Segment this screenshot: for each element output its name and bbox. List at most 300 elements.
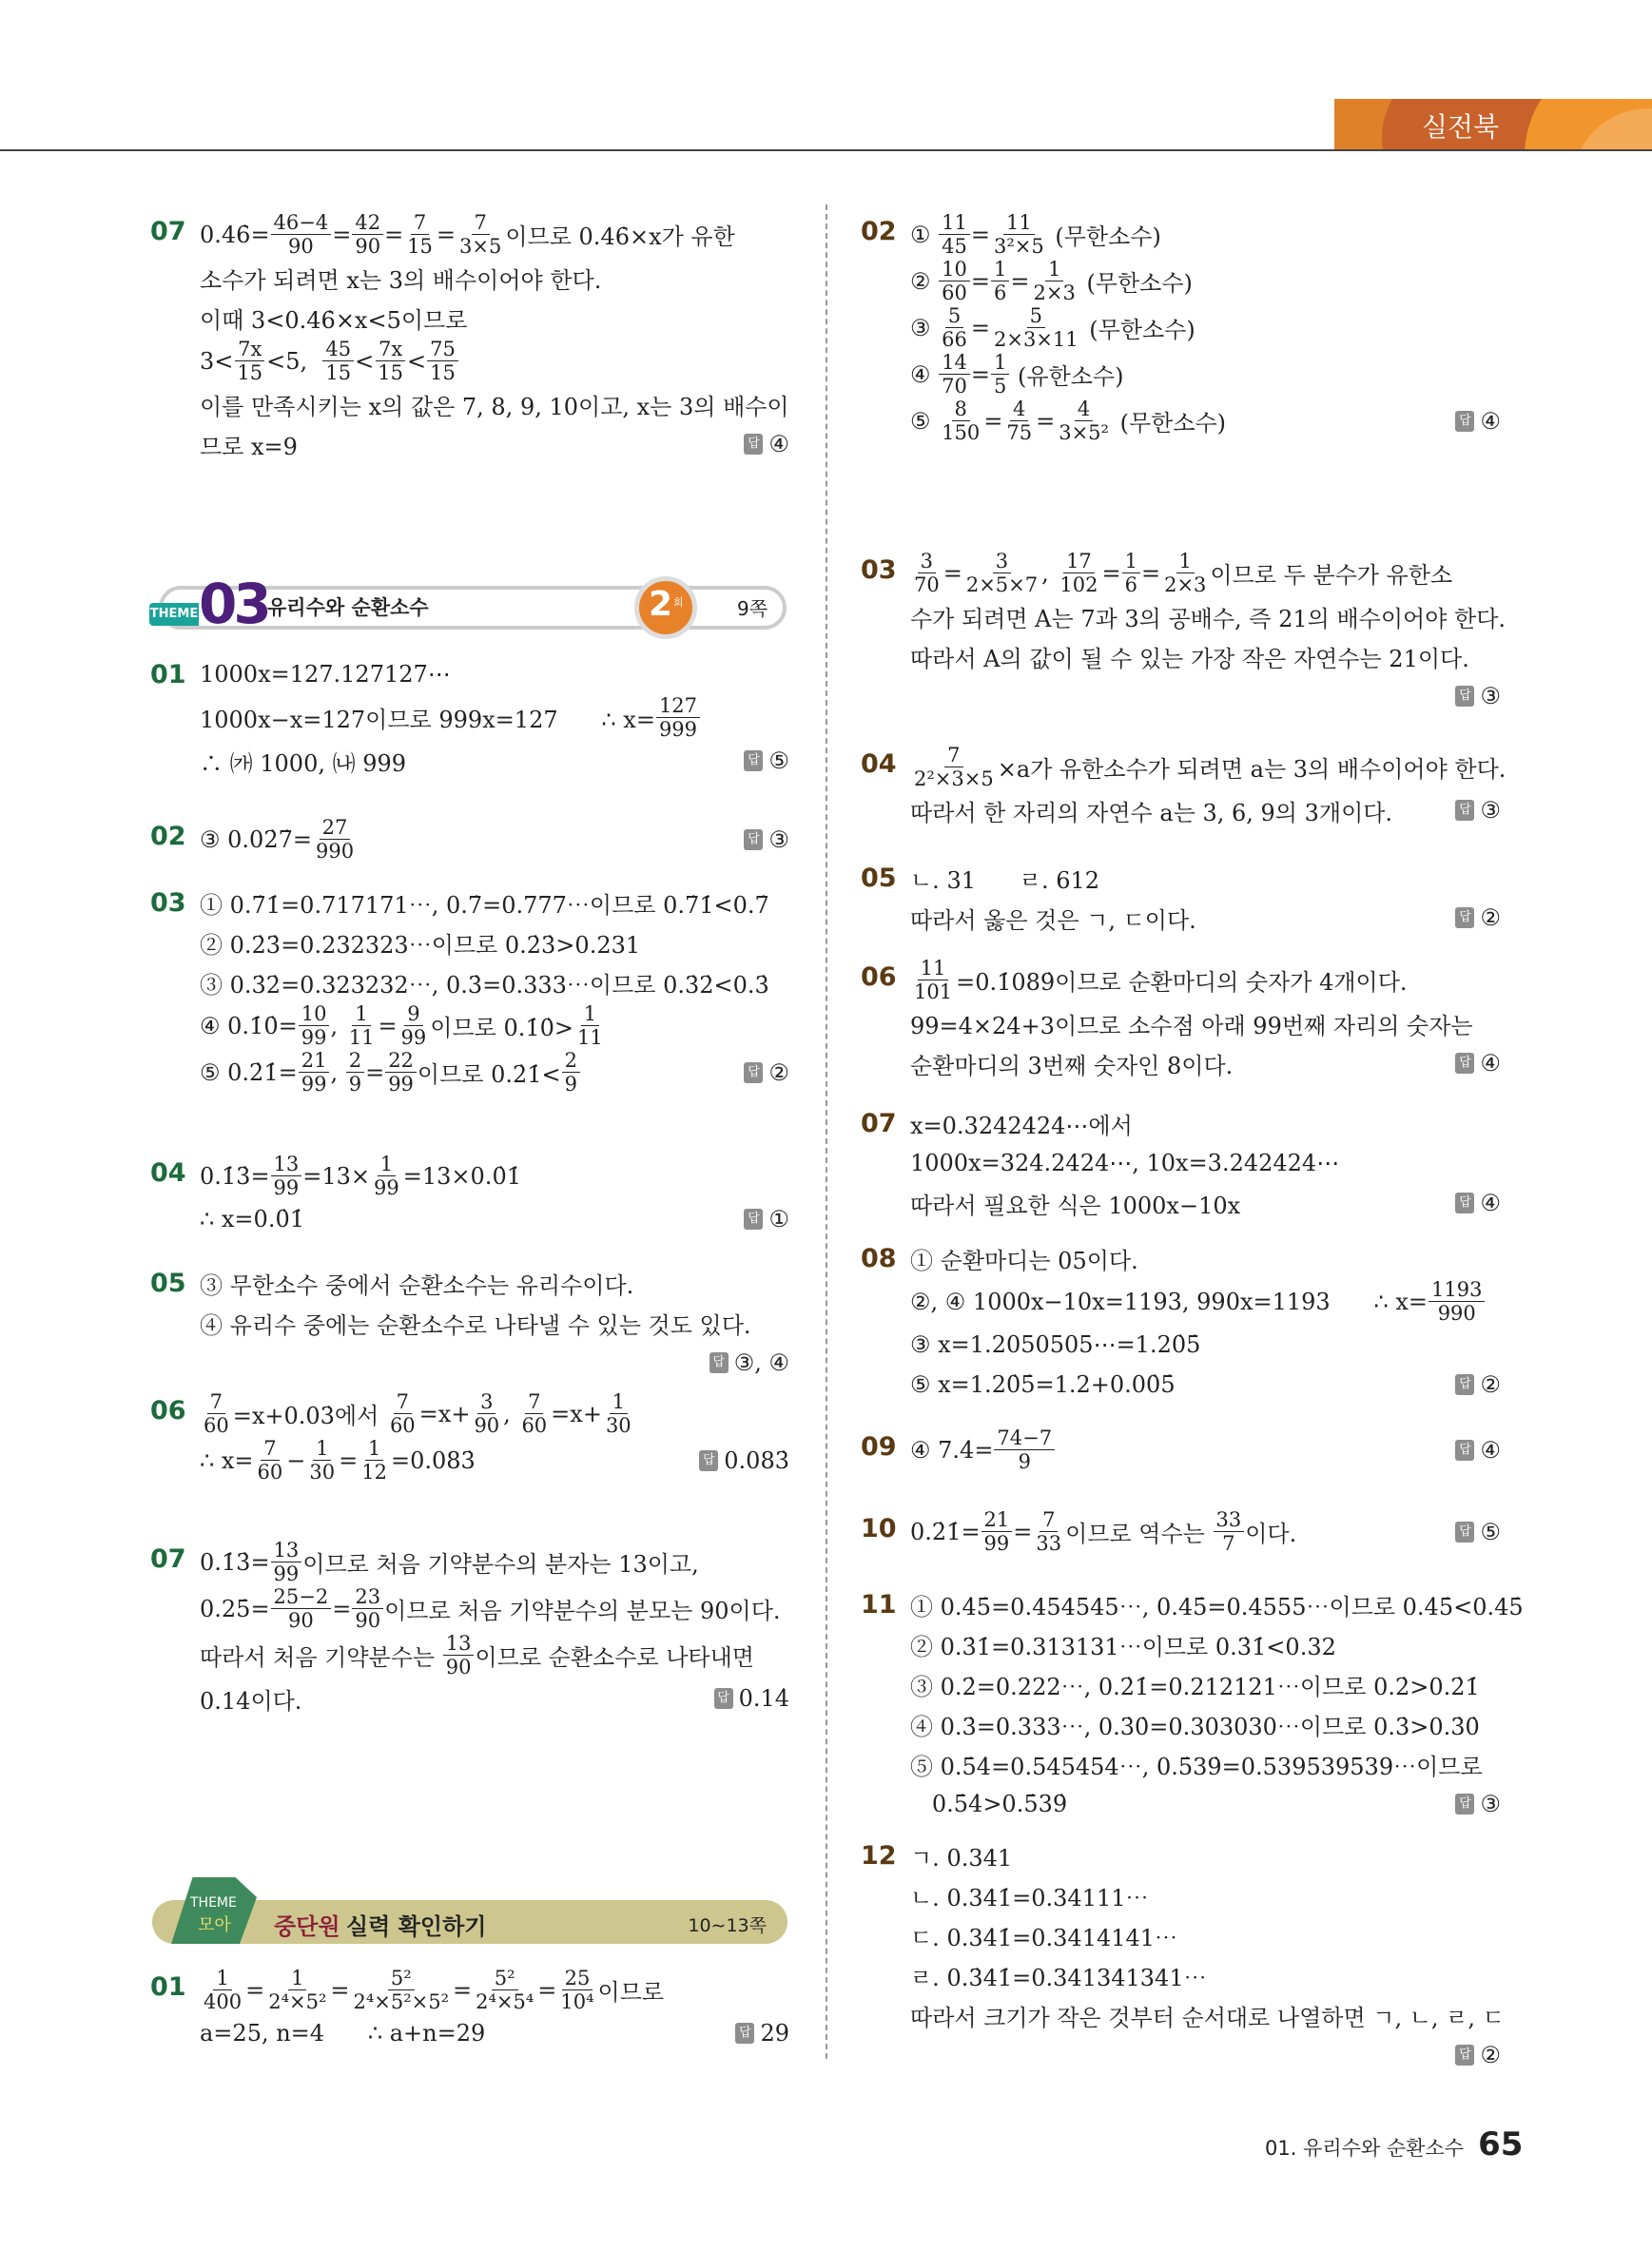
math-text: ⑤ 0.5̇4̇=0.545454⋯, 0.5̇39̇=0.539539539⋯이므로 bbox=[910, 1753, 1483, 1780]
answer-value: ④ bbox=[768, 431, 789, 457]
problem-number: 07 bbox=[150, 1544, 186, 1574]
math-text: ㄴ. 31 ㄹ. 612 bbox=[910, 866, 1100, 894]
solution-line bbox=[910, 858, 1501, 898]
math-text: = bbox=[1013, 1518, 1033, 1545]
fraction bbox=[271, 1153, 302, 1199]
fraction bbox=[557, 1967, 596, 2013]
fraction bbox=[398, 1002, 430, 1049]
denominator: 60 bbox=[942, 281, 967, 304]
numerator: 7 bbox=[1040, 1508, 1058, 1532]
solution-line bbox=[910, 1043, 1501, 1083]
denominator: 60 bbox=[521, 1414, 548, 1437]
math-text: 0.25̇= bbox=[200, 1595, 270, 1622]
solution-line bbox=[200, 1679, 789, 1718]
answer-value: ⑤ bbox=[768, 747, 789, 774]
denominator: 90 bbox=[288, 1609, 314, 1632]
numerator: 11 bbox=[918, 957, 949, 980]
math-text: = bbox=[970, 360, 990, 388]
math-text: 순환마디의 3번째 숫자인 8이다. bbox=[910, 1052, 1234, 1079]
solution bbox=[910, 1426, 1501, 1473]
denominator: 9 bbox=[1018, 1450, 1031, 1473]
numerator: 10 bbox=[939, 258, 970, 281]
math-text: = bbox=[970, 314, 990, 341]
numerator: 1 bbox=[1122, 550, 1140, 573]
problem bbox=[861, 957, 1501, 1083]
header-rule bbox=[0, 149, 1652, 151]
solution-line bbox=[910, 1995, 1505, 2035]
math-text: ① 0.4̇5̇=0.454545⋯, 0.45̇=0.4555⋯이므로 0.4̇5̇<0.45̇ bbox=[910, 1593, 1524, 1620]
denominator: 60 bbox=[204, 1414, 229, 1437]
denominator: 15 bbox=[378, 361, 403, 384]
math-text: 따라서 필요한 식은 1000x−10x bbox=[910, 1192, 1241, 1219]
answer-value: ② bbox=[1480, 2042, 1501, 2068]
answer bbox=[1455, 1791, 1501, 1817]
answer-value: ④ bbox=[1480, 1050, 1501, 1077]
solution bbox=[200, 1539, 789, 1718]
problem bbox=[861, 1426, 1501, 1473]
fraction bbox=[385, 1049, 417, 1096]
numerator: 13 bbox=[271, 1153, 302, 1176]
numerator: 7x bbox=[376, 338, 405, 361]
problem-number: 04 bbox=[861, 749, 897, 779]
denominator: 3²×5 bbox=[994, 235, 1044, 258]
fraction bbox=[963, 550, 1040, 596]
problem-number: 09 bbox=[861, 1432, 897, 1462]
math-text: <5, bbox=[266, 347, 322, 375]
fraction bbox=[313, 816, 357, 863]
answer bbox=[1455, 1371, 1501, 1398]
problem-number: 04 bbox=[150, 1158, 186, 1188]
solution-line bbox=[910, 790, 1501, 830]
solution-line bbox=[910, 258, 1501, 304]
problem-number: 06 bbox=[150, 1396, 186, 1426]
solution-line bbox=[200, 211, 789, 258]
solution-line bbox=[200, 962, 789, 1002]
denominator: 2²×3×5 bbox=[914, 767, 994, 790]
theme-label: THEME bbox=[149, 603, 199, 626]
math-text: = bbox=[983, 407, 1003, 435]
math-text: =x+0.03̇에서 bbox=[232, 1403, 386, 1429]
fraction bbox=[473, 1967, 536, 2013]
math-text: ③ x=1.2050505⋯=1.20̇5̇ bbox=[910, 1331, 1201, 1358]
numerator: 7 bbox=[394, 1390, 412, 1414]
solution-line bbox=[910, 1325, 1501, 1365]
problem bbox=[861, 1508, 1501, 1555]
problem bbox=[861, 744, 1506, 830]
numerator: 1 bbox=[1176, 550, 1195, 573]
page-footer bbox=[1265, 2125, 1523, 2164]
denominator: 2×3×11 bbox=[994, 328, 1079, 351]
numerator: 5² bbox=[388, 1967, 415, 1990]
math-text: 0.2̇1̇= bbox=[910, 1518, 981, 1545]
answer-icon: 답 bbox=[709, 1352, 729, 1373]
math-text: 소수가 되려면 x는 3의 배수이어야 한다. bbox=[200, 266, 602, 294]
denominator: 2×3 bbox=[1164, 573, 1207, 596]
problem bbox=[861, 1835, 1505, 2075]
solution-line bbox=[910, 1508, 1501, 1555]
math-text: 0.46̇= bbox=[200, 221, 270, 248]
page-reference: 9쪽 bbox=[737, 597, 768, 620]
fraction bbox=[265, 1967, 329, 2013]
solution-line bbox=[200, 883, 789, 922]
answer-value: ② bbox=[1480, 904, 1501, 931]
denominator: 70 bbox=[942, 375, 967, 398]
round-badge bbox=[634, 576, 697, 639]
solution-line bbox=[200, 654, 789, 694]
problem-number: 07 bbox=[150, 217, 186, 246]
denominator: 99 bbox=[273, 1176, 300, 1199]
math-text: = bbox=[436, 221, 457, 248]
math-text: ④ 7.4̇= bbox=[910, 1436, 994, 1464]
answer-icon: 답 bbox=[699, 1450, 718, 1471]
numerator: 7 bbox=[472, 211, 490, 235]
numerator: 1 bbox=[365, 1437, 383, 1461]
math-text: ② 0.3̇1̇=0.313131⋯이므로 0.3̇1̇<0.32 bbox=[910, 1633, 1336, 1660]
solution-line bbox=[200, 298, 789, 338]
answer bbox=[699, 1447, 789, 1474]
math-text: =13× bbox=[302, 1162, 371, 1190]
numerator: 74−7 bbox=[994, 1426, 1055, 1450]
problem-number: 05 bbox=[861, 864, 897, 893]
answer-value: 0.14̇ bbox=[738, 1685, 789, 1712]
math-text: ×a가 유한소수가 되려면 a는 3의 배수이어야 한다. bbox=[997, 756, 1506, 783]
solution-line bbox=[200, 816, 789, 863]
solution-line bbox=[910, 1744, 1501, 1784]
solution bbox=[910, 1584, 1524, 1824]
problem-number: 07 bbox=[861, 1109, 897, 1138]
denominator: 5 bbox=[994, 375, 1007, 398]
solution-line bbox=[910, 1238, 1501, 1278]
problem bbox=[150, 883, 789, 1096]
answer-icon: 답 bbox=[744, 750, 763, 771]
solution bbox=[910, 1103, 1501, 1223]
denominator: 2×3 bbox=[1033, 281, 1076, 304]
math-text: 3< bbox=[200, 347, 234, 375]
denominator: 15 bbox=[237, 361, 263, 384]
solution-line bbox=[200, 1002, 789, 1049]
math-text: 따라서 처음 기약분수는 bbox=[200, 1644, 442, 1671]
numerator: 1 bbox=[1045, 258, 1063, 281]
solution-line bbox=[910, 957, 1501, 1003]
math-text: < bbox=[406, 347, 427, 375]
numerator: 25−2 bbox=[271, 1585, 332, 1609]
denominator: 75 bbox=[1006, 421, 1033, 444]
math-text: < bbox=[355, 347, 375, 375]
math-text: (무한소수) bbox=[1047, 223, 1161, 250]
math-text: 따라서 한 자리의 자연수 a는 3, 6, 9의 3개이다. bbox=[910, 799, 1393, 826]
numerator: 1 bbox=[213, 1967, 231, 1990]
denominator: 6 bbox=[994, 281, 1007, 304]
math-text: − bbox=[286, 1446, 306, 1474]
math-text: 므로 x=9 bbox=[200, 433, 298, 460]
fraction bbox=[911, 957, 955, 1003]
numerator: 5² bbox=[492, 1967, 518, 1990]
fraction bbox=[994, 1426, 1055, 1473]
theme-03-banner bbox=[149, 572, 787, 636]
math-text: ④ bbox=[910, 360, 939, 388]
numerator: 5 bbox=[1027, 304, 1045, 328]
numerator: 3 bbox=[918, 550, 936, 573]
fraction bbox=[443, 1632, 475, 1679]
solution bbox=[910, 211, 1501, 444]
math-text: = bbox=[365, 1058, 385, 1086]
fraction bbox=[322, 338, 354, 384]
fraction bbox=[991, 351, 1009, 398]
math-text: 이때 3<0.46̇×x<5이므로 bbox=[200, 306, 468, 334]
answer bbox=[744, 431, 789, 457]
math-text: = bbox=[339, 1446, 359, 1474]
math-text: =x+ bbox=[418, 1400, 471, 1427]
solution-line bbox=[910, 898, 1501, 938]
denominator: 101 bbox=[914, 980, 953, 1003]
numerator: 11 bbox=[1003, 211, 1035, 235]
fraction bbox=[471, 1390, 502, 1437]
solution bbox=[910, 1835, 1505, 2075]
math-text: = bbox=[1036, 407, 1056, 435]
numerator: 33 bbox=[1214, 1508, 1245, 1532]
problem-number: 11 bbox=[861, 1590, 897, 1620]
math-text: 따라서 크기가 작은 것부터 순서대로 나열하면 ㄱ, ㄴ, ㄹ, ㄷ bbox=[910, 2004, 1505, 2031]
math-text: ㄴ. 0.341̇=0.34111⋯ bbox=[910, 1884, 1149, 1911]
fraction bbox=[234, 338, 265, 384]
numerator: 10 bbox=[299, 1002, 330, 1026]
denominator: 99 bbox=[301, 1026, 327, 1049]
numerator: 1 bbox=[378, 1153, 396, 1176]
math-text: (무한소수) bbox=[1112, 410, 1227, 437]
solution bbox=[910, 1238, 1501, 1405]
answer-value: ⑤ bbox=[1480, 1518, 1501, 1545]
numerator: 127 bbox=[656, 694, 700, 718]
solution-line bbox=[910, 1278, 1501, 1325]
math-text: = bbox=[1101, 559, 1121, 587]
denominator: 90 bbox=[445, 1656, 472, 1679]
fraction bbox=[201, 1390, 232, 1437]
fraction bbox=[299, 1002, 330, 1049]
answer-icon: 답 bbox=[1455, 1440, 1474, 1461]
numerator: 27 bbox=[320, 816, 351, 840]
math-text: =x+ bbox=[551, 1400, 602, 1427]
problem-number: 03 bbox=[861, 555, 897, 585]
denominator: 3×5² bbox=[1059, 421, 1109, 444]
solution-line bbox=[910, 351, 1501, 398]
solution-line bbox=[910, 1103, 1501, 1143]
math-text: 0.5̇4̇>0.5̇39̇ bbox=[910, 1791, 1068, 1817]
answer bbox=[714, 1685, 789, 1712]
answer bbox=[744, 747, 789, 774]
solution-line bbox=[200, 2013, 789, 2053]
math-text: (유한소수) bbox=[1010, 363, 1124, 390]
solution-line bbox=[200, 1390, 789, 1437]
fraction bbox=[352, 1585, 383, 1632]
numerator: 1 bbox=[581, 1002, 599, 1026]
problem bbox=[861, 550, 1506, 716]
answer-icon: 답 bbox=[1455, 800, 1474, 821]
solution-line bbox=[200, 1539, 789, 1585]
solution-line bbox=[200, 694, 789, 741]
math-text: , bbox=[503, 1400, 518, 1427]
answer-value: ④ bbox=[1480, 1190, 1501, 1216]
solution-line bbox=[200, 1632, 789, 1679]
denominator: 2×5×7 bbox=[965, 573, 1039, 596]
solution bbox=[200, 211, 789, 464]
solution bbox=[200, 1967, 789, 2053]
math-text: = bbox=[330, 1976, 350, 2004]
section-title: 실력 확인하기 bbox=[346, 1913, 487, 1940]
math-text: , bbox=[1041, 559, 1057, 587]
denominator: 400 bbox=[204, 1990, 243, 2013]
answer-line bbox=[200, 1343, 789, 1383]
answer-icon: 답 bbox=[744, 1209, 763, 1230]
tab-label: 실전북 bbox=[1422, 111, 1500, 143]
denominator: 9 bbox=[348, 1073, 362, 1096]
numerator: 1193 bbox=[1428, 1278, 1485, 1302]
fraction bbox=[1122, 550, 1140, 596]
theme-moa-banner bbox=[152, 1895, 787, 1944]
math-text: ④ 0.1̇0̇= bbox=[200, 1012, 298, 1039]
answer-icon: 답 bbox=[1455, 686, 1474, 707]
answer-icon: 답 bbox=[1455, 1374, 1474, 1395]
math-text: ∴ ㈎ 1000, ㈏ 999 bbox=[200, 749, 407, 777]
denominator: 2⁴×5²×5² bbox=[353, 1990, 449, 2013]
numerator: 21 bbox=[981, 1508, 1013, 1532]
fraction bbox=[1030, 258, 1078, 304]
fraction bbox=[603, 1390, 634, 1437]
math-text: ④ 유리수 중에는 순환소수로 나타낼 수 있는 것도 있다. bbox=[200, 1311, 751, 1339]
fraction bbox=[991, 258, 1009, 304]
problem-number: 01 bbox=[150, 1972, 186, 2002]
answer-value: ③ bbox=[1480, 683, 1501, 709]
answer bbox=[709, 1349, 789, 1376]
denominator: 9 bbox=[564, 1073, 578, 1096]
denominator: 60 bbox=[389, 1414, 416, 1437]
numerator: 4 bbox=[1010, 398, 1028, 421]
math-text: ② bbox=[910, 267, 939, 295]
fraction bbox=[255, 1437, 286, 1484]
math-text: 0.1̇3̇= bbox=[200, 1548, 270, 1576]
math-text: =0.1̇089̇이므로 순환마디의 숫자가 4개이다. bbox=[956, 969, 1408, 996]
solution-line bbox=[200, 338, 789, 384]
problem bbox=[861, 211, 1501, 444]
math-text: ∴ x= bbox=[200, 1446, 254, 1474]
numerator: 46−4 bbox=[271, 211, 332, 235]
denominator: 90 bbox=[288, 235, 314, 258]
solution-line bbox=[910, 744, 1506, 790]
answer-icon: 답 bbox=[1455, 2045, 1474, 2066]
denominator: 30 bbox=[605, 1414, 632, 1437]
math-text: = bbox=[332, 1595, 352, 1622]
solution-line bbox=[200, 1303, 789, 1343]
math-text: ④ 0.3̇=0.333⋯, 0.3̇0̇=0.303030⋯이므로 0.3̇>0.3̇0̇ bbox=[910, 1713, 1480, 1740]
problem bbox=[861, 1103, 1501, 1223]
math-text: = bbox=[245, 1976, 265, 2004]
answer-value: ④ bbox=[1480, 1436, 1501, 1464]
solution-line bbox=[910, 211, 1501, 258]
solution bbox=[910, 744, 1506, 830]
denominator: 70 bbox=[914, 573, 940, 596]
math-text: = bbox=[970, 267, 990, 295]
fraction bbox=[271, 211, 332, 258]
numerator: 7 bbox=[525, 1390, 543, 1414]
answer-value: 29 bbox=[760, 2020, 789, 2047]
answer-icon: 답 bbox=[744, 434, 763, 455]
denominator: 11 bbox=[577, 1026, 603, 1049]
answer-icon: 답 bbox=[1455, 1794, 1474, 1814]
fraction bbox=[911, 744, 997, 790]
math-text: 이므로 0.1̇0̇> bbox=[430, 1015, 574, 1041]
fraction bbox=[1033, 1508, 1064, 1555]
answer bbox=[1455, 2042, 1501, 2068]
math-text: = bbox=[332, 221, 352, 248]
section-title-accent: 중단원 bbox=[274, 1913, 340, 1940]
solution-line bbox=[910, 304, 1501, 351]
denominator: 11 bbox=[348, 1026, 375, 1049]
denominator: 90 bbox=[355, 1609, 381, 1632]
numerator: 21 bbox=[299, 1049, 330, 1073]
answer-value: ② bbox=[1480, 1371, 1501, 1398]
solution bbox=[910, 957, 1501, 1083]
solution bbox=[910, 858, 1501, 938]
math-text: ⑤ x=1.20̇5̇=1.2+0.00̇5̇ bbox=[910, 1371, 1176, 1398]
numerator: 1 bbox=[991, 258, 1009, 281]
math-text: ⑤ bbox=[910, 407, 939, 435]
numerator: 5 bbox=[945, 304, 963, 328]
numerator: 45 bbox=[322, 338, 354, 361]
math-text: (무한소수) bbox=[1079, 270, 1193, 297]
math-text: 99=4×24+3이므로 소수점 아래 99번째 자리의 숫자는 bbox=[910, 1012, 1473, 1039]
answer-value: ③, ④ bbox=[733, 1349, 789, 1376]
moa-label: 모아 bbox=[198, 1915, 231, 1935]
solution-line bbox=[200, 258, 789, 298]
problem-number: 01 bbox=[150, 660, 186, 689]
answer bbox=[1455, 797, 1501, 824]
solution-line bbox=[910, 1183, 1501, 1223]
math-text: , bbox=[330, 1012, 345, 1039]
problem bbox=[150, 654, 789, 781]
problem-number: 08 bbox=[861, 1244, 897, 1273]
solution-line bbox=[910, 398, 1501, 444]
fraction bbox=[939, 211, 970, 258]
math-text: ⑤ 0.2̇1̇= bbox=[200, 1058, 298, 1086]
problem-number: 03 bbox=[150, 888, 186, 918]
solution-line bbox=[910, 1584, 1524, 1624]
solution-line bbox=[910, 1875, 1501, 1915]
solution-line bbox=[910, 1365, 1501, 1405]
answer-icon: 답 bbox=[1455, 1522, 1474, 1543]
fraction bbox=[518, 1390, 550, 1437]
math-text: 이므로 bbox=[597, 1979, 665, 2006]
math-text: 0.14̇이다. bbox=[200, 1687, 302, 1715]
solution bbox=[200, 654, 789, 781]
fraction bbox=[427, 338, 458, 384]
answer-value: ① bbox=[768, 1206, 789, 1232]
fraction bbox=[991, 304, 1081, 351]
solution-line bbox=[200, 922, 789, 962]
solution-line bbox=[910, 596, 1506, 636]
fraction bbox=[404, 211, 436, 258]
fraction bbox=[656, 694, 700, 741]
math-text: ③ 0.2̇=0.222⋯, 0.2̇1̇=0.212121⋯이므로 0.2̇>0.2̇1̇ bbox=[910, 1673, 1480, 1700]
solution-line bbox=[910, 1915, 1501, 1955]
fraction bbox=[939, 304, 970, 351]
denominator: 60 bbox=[257, 1461, 283, 1484]
theme-title: 유리수와 순환소수 bbox=[267, 596, 429, 619]
numerator: 17 bbox=[1063, 550, 1095, 573]
numerator: 1 bbox=[288, 1967, 306, 1990]
math-text: =13×0.0̇1̇ bbox=[402, 1162, 521, 1190]
denominator: 45 bbox=[942, 235, 967, 258]
solution-line bbox=[200, 1967, 789, 2013]
fraction bbox=[306, 1437, 338, 1484]
